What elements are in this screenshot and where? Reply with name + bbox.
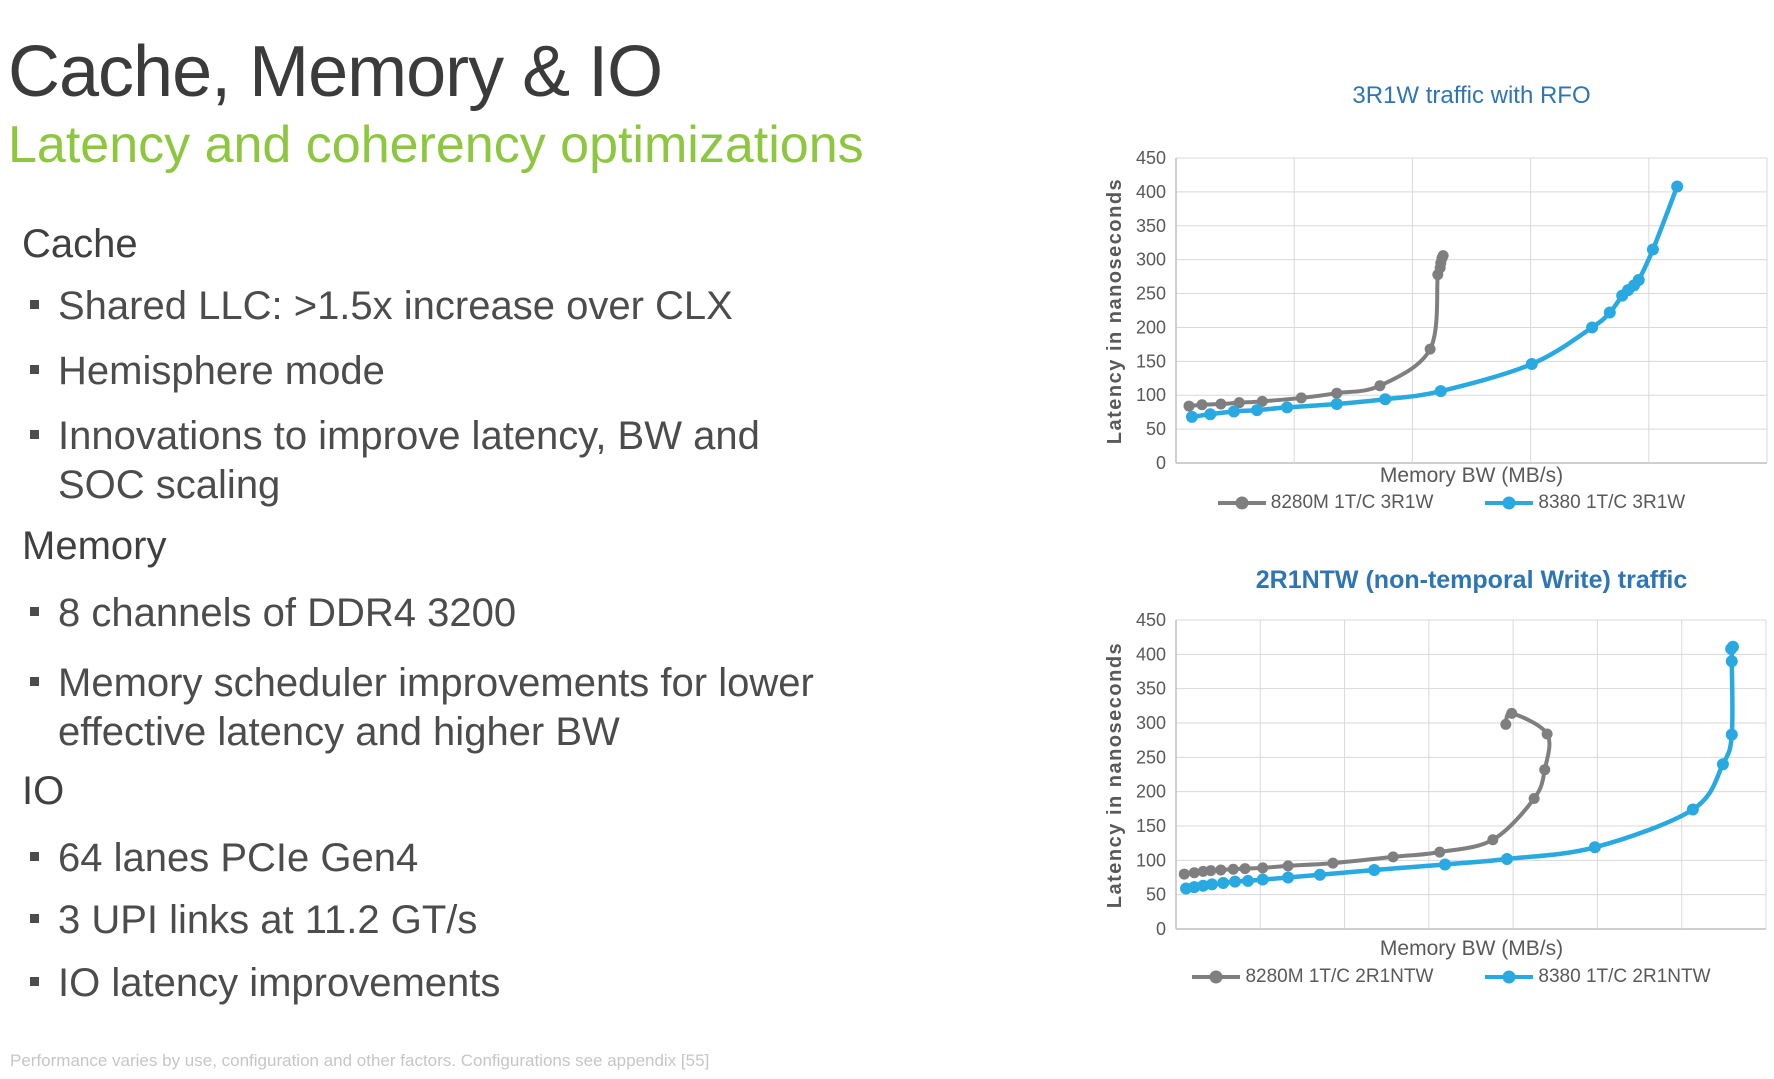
bullet-text-line1: Innovations to improve latency, BW and xyxy=(58,414,760,458)
svg-text:400: 400 xyxy=(1135,644,1166,665)
legend-item-8380 xyxy=(1485,492,1685,514)
legend-item-8280m xyxy=(1218,492,1434,514)
series-8380-1t-c-2r1ntw xyxy=(1180,641,1739,895)
bullet-square-icon xyxy=(30,977,39,986)
bullet-pcie-lanes xyxy=(30,834,418,883)
svg-text:150: 150 xyxy=(1135,351,1166,372)
series-8380-1t-c-3r1w xyxy=(1186,180,1683,422)
bullet-square-icon xyxy=(30,852,39,861)
bullet-text: Hemisphere mode xyxy=(58,349,385,393)
section-header-cache: Cache xyxy=(22,222,138,266)
legend-label: 8280M 1T/C 2R1NTW xyxy=(1245,966,1434,987)
legend-item-8380 xyxy=(1485,966,1710,988)
svg-text:250: 250 xyxy=(1135,747,1166,768)
series-8280m-1t-c-2r1ntw xyxy=(1179,708,1553,880)
slide-subtitle: Latency and coherency optimizations xyxy=(8,116,864,174)
svg-text:100: 100 xyxy=(1135,850,1166,871)
bullet-text: Shared LLC: >1.5x increase over CLX xyxy=(58,284,733,328)
bullet-hemisphere-mode xyxy=(30,347,385,396)
svg-text:0: 0 xyxy=(1155,453,1166,473)
blue-series-marker-icon xyxy=(1485,975,1533,979)
svg-text:450: 450 xyxy=(1135,148,1166,168)
x-axis-title: Memory BW (MB/s) xyxy=(1379,464,1564,487)
x-axis-title: Memory BW (MB/s) xyxy=(1379,937,1564,960)
bullet-square-icon xyxy=(30,300,39,309)
gray-series-marker-icon xyxy=(1192,975,1240,979)
svg-text:300: 300 xyxy=(1135,249,1166,270)
legend xyxy=(1136,492,1767,514)
bullet-text: 8 channels of DDR4 3200 xyxy=(58,591,517,635)
bullet-io-latency xyxy=(30,959,500,1008)
series-8280m-1t-c-3r1w xyxy=(1184,250,1449,411)
svg-text:50: 50 xyxy=(1145,884,1166,905)
bullet-square-icon xyxy=(30,365,39,374)
svg-text:300: 300 xyxy=(1135,713,1166,733)
legend-label: 8380 1T/C 3R1W xyxy=(1538,492,1686,513)
bullet-square-icon xyxy=(30,607,39,616)
bullet-text-line1: Memory scheduler improvements for lower xyxy=(58,661,814,705)
svg-text:100: 100 xyxy=(1135,385,1166,406)
chart-title: 2R1NTW (non-temporal Write) traffic xyxy=(1255,566,1688,594)
bullet-text-line2: SOC scaling xyxy=(58,463,281,507)
bullet-ddr4-channels xyxy=(30,589,516,638)
gray-series-marker-icon xyxy=(1218,501,1266,505)
section-header-io: IO xyxy=(22,769,65,813)
blue-series-marker-icon xyxy=(1485,501,1533,505)
bullet-text-line2: effective latency and higher BW xyxy=(58,710,620,754)
chart-plot-svg xyxy=(950,78,1774,528)
svg-text:200: 200 xyxy=(1135,781,1166,802)
bullet-square-icon xyxy=(30,677,39,686)
y-axis-title: Latency in nanoseconds xyxy=(1104,177,1126,445)
svg-text:50: 50 xyxy=(1145,419,1166,440)
y-axis-title: Latency in nanoseconds xyxy=(1104,641,1126,909)
slide-title: Cache, Memory & IO xyxy=(8,32,663,112)
legend-item-8280m xyxy=(1192,966,1433,988)
chart-3r1w xyxy=(950,78,1774,528)
chart-title: 3R1W traffic with RFO xyxy=(1352,82,1591,109)
svg-text:250: 250 xyxy=(1135,283,1166,304)
bullet-text: IO latency improvements xyxy=(58,961,501,1005)
svg-text:450: 450 xyxy=(1135,610,1166,630)
disclaimer-text: Performance varies by use, configuration and other factors. Configurations see appendix [55] xyxy=(10,1051,710,1070)
svg-text:0: 0 xyxy=(1155,919,1166,939)
chart-2r1ntw xyxy=(950,560,1774,1010)
legend-label: 8380 1T/C 2R1NTW xyxy=(1538,966,1711,987)
bullet-text: 3 UPI links at 11.2 GT/s xyxy=(58,898,478,942)
bullet-innovations xyxy=(30,412,760,510)
bullet-shared-llc xyxy=(30,282,733,331)
svg-text:200: 200 xyxy=(1135,317,1166,338)
bullet-upi-links xyxy=(30,896,477,945)
legend-label: 8280M 1T/C 3R1W xyxy=(1270,492,1434,513)
section-header-memory: Memory xyxy=(22,524,167,568)
bullet-square-icon xyxy=(30,914,39,923)
svg-text:350: 350 xyxy=(1135,215,1166,236)
svg-text:150: 150 xyxy=(1135,816,1166,836)
bullet-square-icon xyxy=(30,430,39,439)
legend xyxy=(1136,966,1767,988)
bullet-memory-scheduler xyxy=(30,659,814,757)
svg-text:350: 350 xyxy=(1135,678,1166,699)
svg-text:400: 400 xyxy=(1135,181,1166,202)
bullet-text: 64 lanes PCIe Gen4 xyxy=(58,836,419,880)
